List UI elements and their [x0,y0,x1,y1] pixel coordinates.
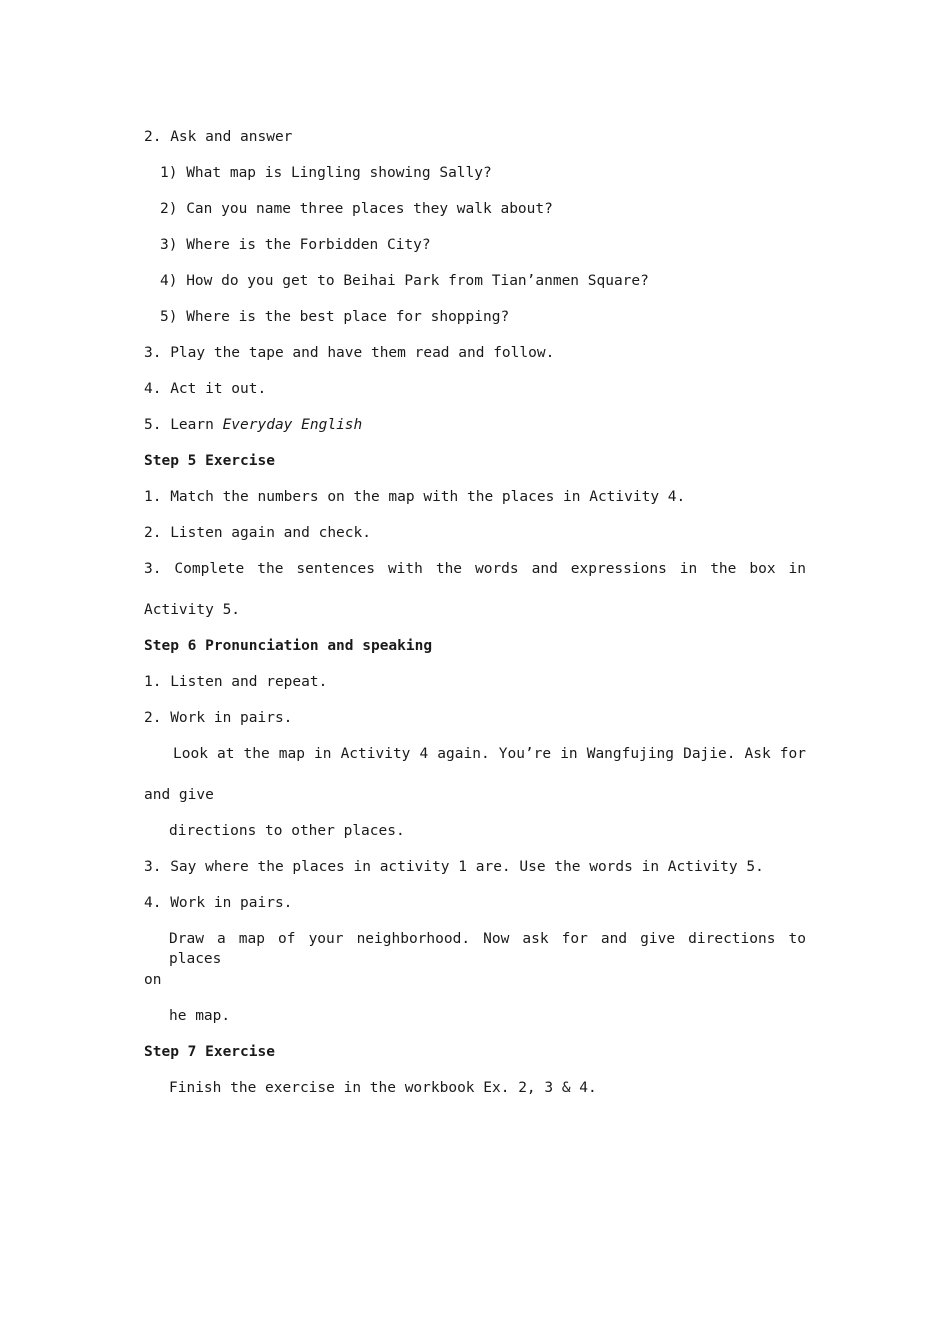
ask-answer-title: 2. Ask and answer [144,129,293,145]
step6-item-4-text-wrap: on [144,972,162,988]
step5-heading: Step 5 Exercise [144,453,275,469]
item-act-out: 4. Act it out. [144,381,267,397]
item-play-tape: 3. Play the tape and have them read and follow. [144,345,555,361]
item-learn-everyday-english [144,415,362,435]
question-3: 3) Where is the Forbidden City? [160,237,431,253]
step6-item-1: 1. Listen and repeat. [144,674,328,690]
step5-item-1: 1. Match the numbers on the map with the places in Activity 4. [144,489,686,505]
step6-item-3: 3. Say where the places in activity 1 are. Use the words in Activity 5. [144,859,764,875]
step6-heading: Step 6 Pronunciation and speaking [144,638,433,654]
question-5: 5) Where is the best place for shopping? [160,309,510,325]
step5-item-3-continued: Activity 5. [144,602,241,618]
step6-item-2-text: Look at the map in Activity 4 again. You’re in Wangfujing Dajie. Ask for [173,746,806,762]
step7-text: Finish the exercise in the workbook Ex. 2, 3 & 4. [169,1080,597,1096]
question-2: 2) Can you name three places they walk about? [160,201,553,217]
question-4: 4) How do you get to Beihai Park from Tian’anmen Square? [160,273,649,289]
step5-item-2: 2. Listen again and check. [144,525,371,541]
step6-item-4: 4. Work in pairs. [144,895,293,911]
step6-item-4-text-cont: he map. [169,1008,231,1024]
everyday-english-title: Everyday English [222,417,363,433]
step7-heading: Step 7 Exercise [144,1044,275,1060]
step5-item-3: 3. Complete the sentences with the words and expressions in the box in [144,561,806,577]
step6-item-2: 2. Work in pairs. [144,710,293,726]
step6-item-2-text-wrap: and give [144,787,214,803]
question-1: 1) What map is Lingling showing Sally? [160,165,492,181]
step6-item-2-text-cont: directions to other places. [169,823,405,839]
learn-prefix: 5. Learn [144,417,223,433]
step6-item-4-text: Draw a map of your neighborhood. Now ask for and give directions to places [169,931,806,967]
